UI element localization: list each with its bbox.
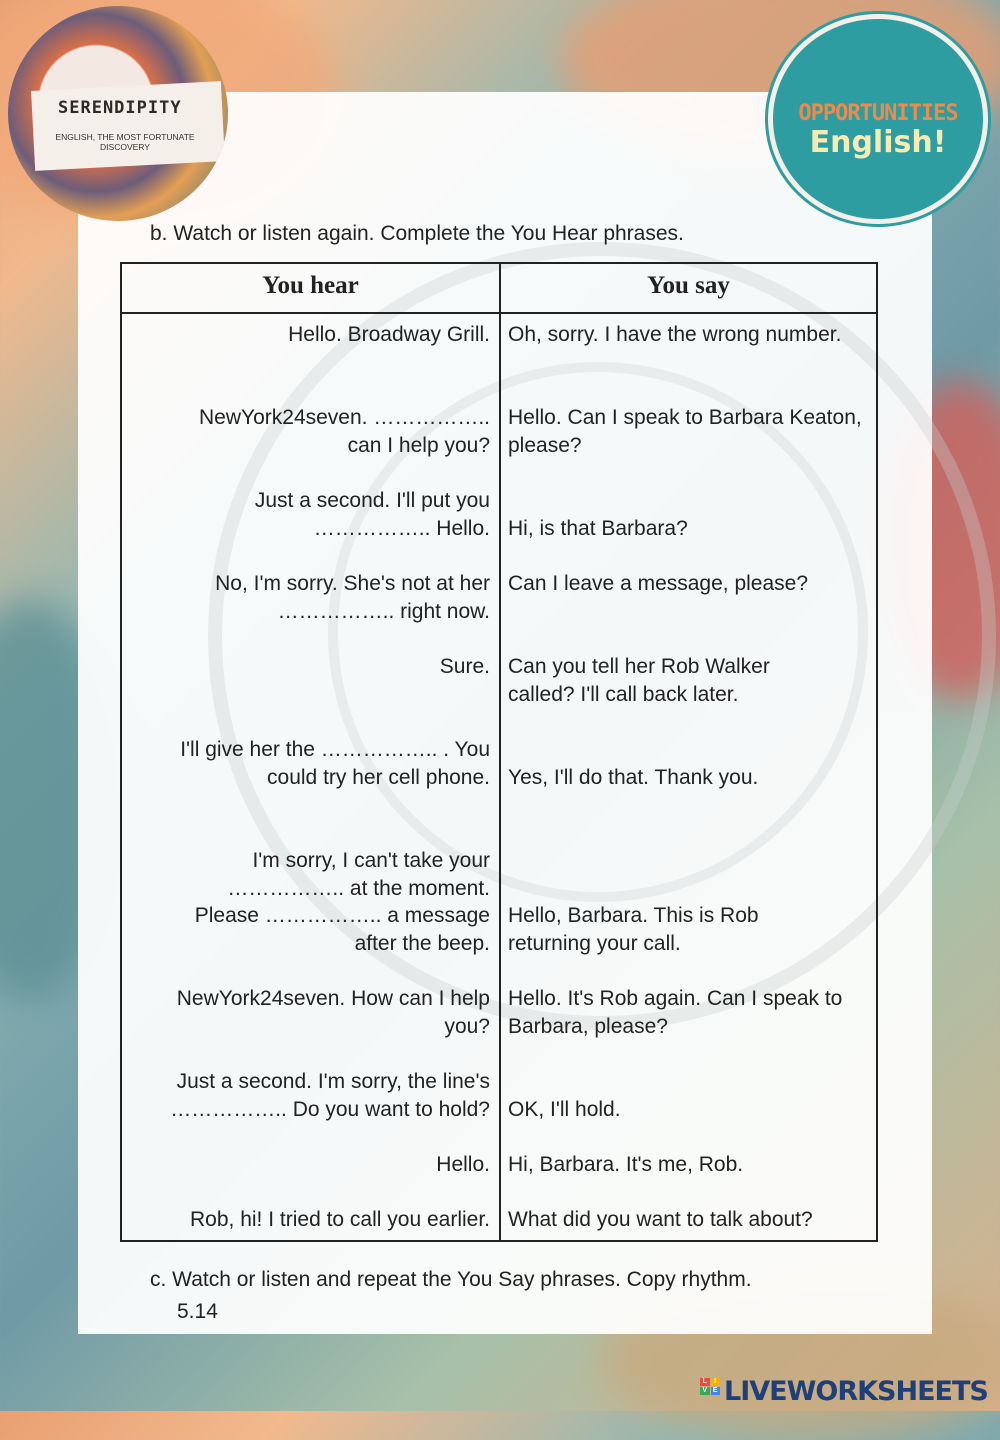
- say-cell: Hi, is that Barbara?: [508, 517, 688, 540]
- logo-title: SERENDIPITY: [58, 98, 182, 118]
- logo-opportunities-text: OPPORTUNITIES: [798, 101, 958, 126]
- header-you-hear: You hear: [262, 272, 359, 299]
- track-number: 5.14: [177, 1300, 218, 1323]
- logo-letter: I: [711, 1378, 721, 1386]
- hear-cell: I'm sorry, I can't take your …………….. at the moment. Please …………….. a message after the beep.: [194, 849, 490, 955]
- header-you-say: You say: [647, 272, 730, 299]
- instruction-c: c. Watch or listen and repeat the You Say phrases. Copy rhythm.: [150, 1268, 752, 1291]
- hear-cell: Hello.: [436, 1153, 490, 1176]
- hear-cell: Just a second. I'll put you …………….. Hello.: [254, 489, 490, 540]
- hear-cell: NewYork24seven. How can I help you?: [176, 987, 490, 1038]
- hear-cell: No, I'm sorry. She's not at her …………….. right now.: [215, 572, 490, 623]
- logo-tagline: ENGLISH, THE MOST FORTUNATE DISCOVERY: [55, 132, 195, 152]
- instruction-b: b. Watch or listen again. Complete the You Hear phrases.: [150, 222, 684, 245]
- liveworksheets-logo-icon: [700, 1378, 720, 1404]
- say-cell: What did you want to talk about?: [508, 1208, 813, 1231]
- say-cell: Hi, Barbara. It's me, Rob.: [508, 1153, 744, 1176]
- dialogue-table: [120, 262, 878, 1242]
- logo-letter: V: [700, 1387, 710, 1395]
- say-cell: Hello. Can I speak to Barbara Keaton, please?: [508, 406, 862, 457]
- liveworksheets-text: LIVEWORKSHEETS: [724, 1375, 988, 1407]
- hear-cell: Just a second. I'm sorry, the line's …………….. Do you want to hold?: [170, 1070, 490, 1121]
- logo-letter: L: [700, 1378, 710, 1386]
- say-cell: Can I leave a message, please?: [508, 572, 809, 595]
- say-cell: Can you tell her Rob Walker called? I'll call back later.: [508, 655, 770, 706]
- logo-letter: E: [711, 1387, 721, 1395]
- opportunities-logo: [768, 14, 988, 224]
- liveworksheets-watermark: [700, 1374, 988, 1408]
- say-cell: OK, I'll hold.: [508, 1098, 621, 1121]
- logo-band: [31, 81, 225, 171]
- say-cell: Yes, I'll do that. Thank you.: [508, 766, 759, 789]
- hear-cell: Hello. Broadway Grill.: [288, 323, 490, 346]
- say-cell: Hello. It's Rob again. Can I speak to Barbara, please?: [508, 987, 843, 1038]
- say-cell: Oh, sorry. I have the wrong number.: [508, 323, 842, 346]
- logo-english-text: English!: [809, 125, 947, 160]
- header-divider: [122, 312, 876, 314]
- column-divider: [499, 264, 501, 1240]
- hear-cell: NewYork24seven. …………….. can I help you?: [199, 406, 490, 457]
- say-cell: Hello, Barbara. This is Rob returning your call.: [508, 904, 759, 955]
- serendipity-logo: [8, 6, 228, 221]
- hear-cell: Sure.: [439, 655, 490, 678]
- hear-cell: Rob, hi! I tried to call you earlier.: [190, 1208, 490, 1231]
- hear-cell: I'll give her the …………….. . You could try her cell phone.: [180, 738, 490, 789]
